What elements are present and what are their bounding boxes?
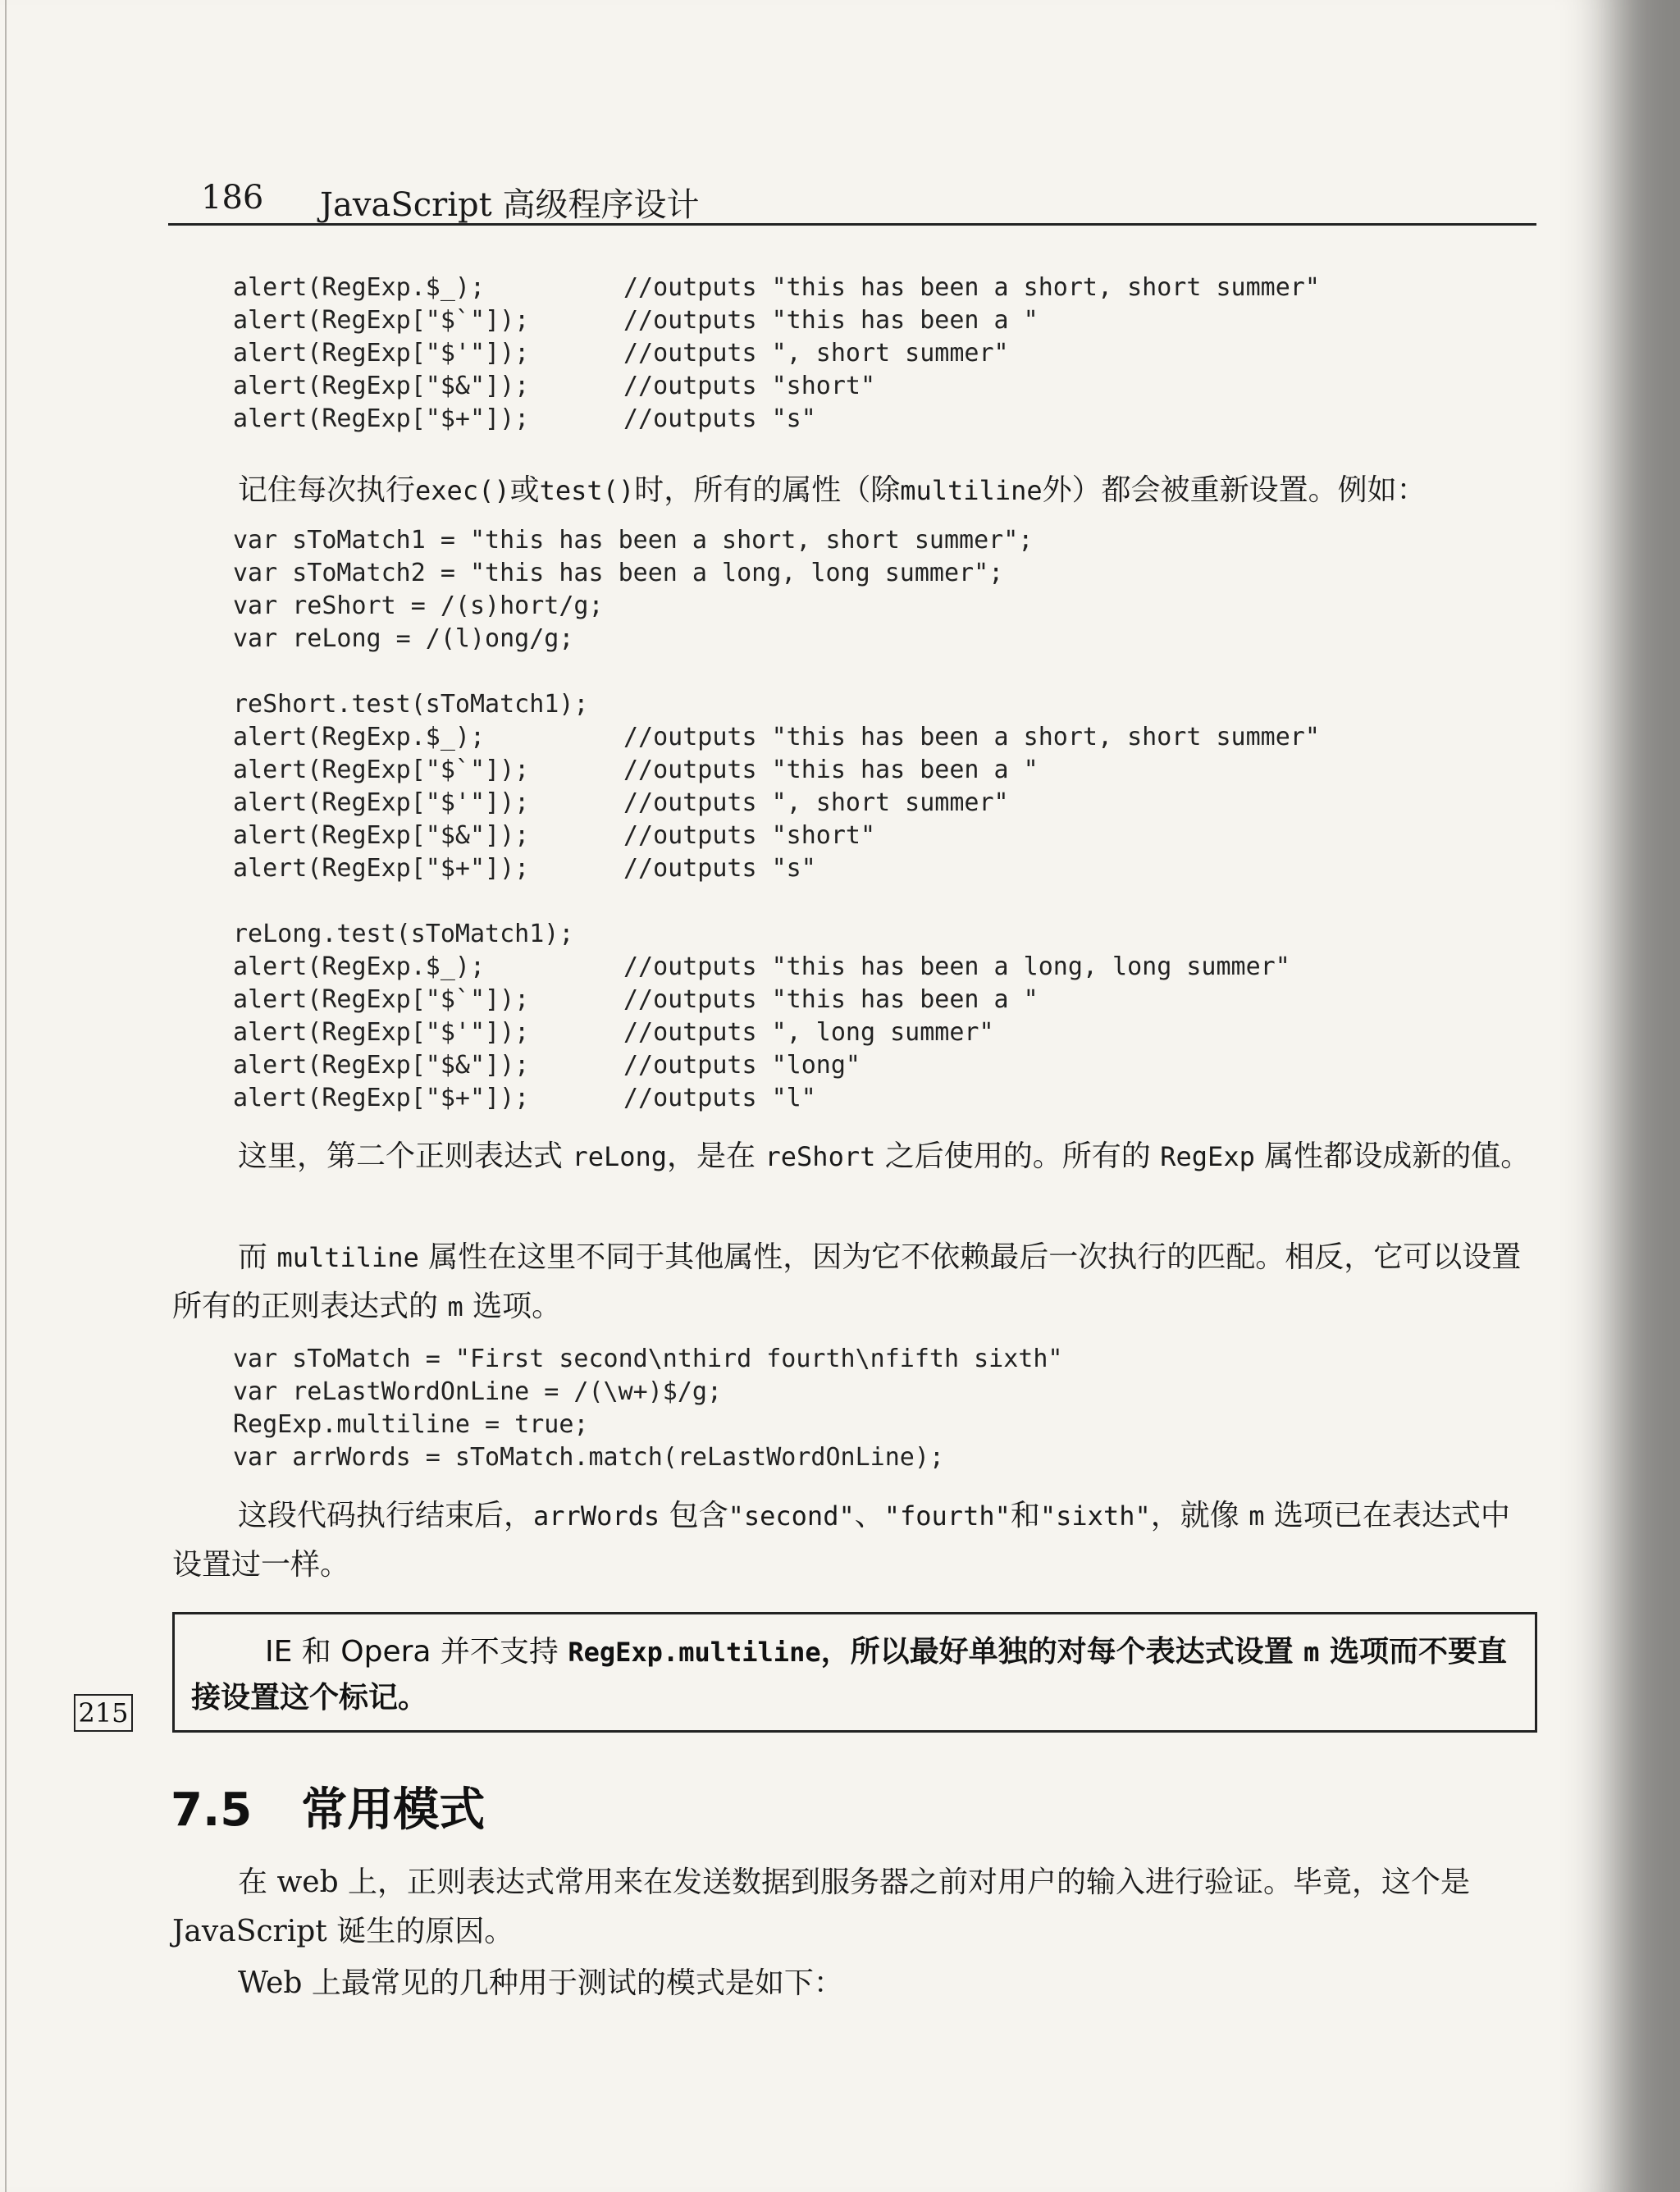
code-text: alert(RegExp.$_); [233, 723, 486, 751]
code-text: RegExp.multiline = true; [233, 1410, 589, 1439]
code-text: var sToMatch1 = "this has been a short, short summer"; [233, 526, 1034, 555]
code-line [233, 557, 1033, 590]
code-block-3 [233, 1343, 1062, 1474]
code-line [233, 754, 1039, 787]
page-number: 186 [201, 179, 264, 217]
code-text: reShort.test(sToMatch1); [233, 690, 589, 719]
code-line [233, 721, 1320, 754]
code-text: var sToMatch2 = "this has been a long, long summer"; [233, 559, 1004, 587]
code-text: alert(RegExp.$_); [233, 952, 486, 981]
code-line [233, 655, 1033, 688]
code-comment: //outputs "this has been a short, short summer" [623, 273, 1320, 302]
code-line [233, 688, 1033, 721]
paragraph-5: 在 web 上，正则表达式常用来在发送数据到服务器之前对用户的输入进行验证。毕竟，这个是 JavaScript 诞生的原因。 [172, 1865, 1471, 1948]
code-line [233, 304, 1039, 337]
paragraph-3: 而 multiline 属性在这里不同于其他属性，因为它不依赖最后一次执行的匹配。相反，它可以设置所有的正则表达式的 m 选项。 [172, 1240, 1522, 1323]
code-text: reLong.test(sToMatch1); [233, 920, 574, 948]
code-comment: //outputs ", short summer" [623, 788, 1009, 817]
code-line [233, 820, 1033, 852]
code-line [233, 1049, 1033, 1082]
code-comment: //outputs "l" [623, 1084, 816, 1112]
code-comment: //outputs "s" [623, 404, 816, 433]
code-line [233, 370, 876, 403]
paragraph-2: 这里，第二个正则表达式 reLong，是在 reShort 之后使用的。所有的 RegExp 属性都设成新的值。 [238, 1139, 1531, 1173]
code-line [233, 918, 1033, 951]
note-box: IE 和 Opera 并不支持 RegExp.multiline，所以最好单独的对每个表达式设置 m 选项而不要直接设置这个标记。 [172, 1612, 1537, 1733]
paragraph-1: 记住每次执行exec()或test()时，所有的属性（除multiline外）都会被重新设置。例如： [238, 473, 1427, 507]
code-line [233, 1441, 1062, 1474]
code-line [233, 1016, 1033, 1049]
margin-page-number: 215 [74, 1694, 133, 1732]
code-line [233, 787, 1033, 820]
code-line [233, 590, 1033, 623]
page-header [168, 174, 1536, 226]
code-line [233, 524, 1033, 557]
code-comment: //outputs "short" [623, 821, 876, 850]
code-comment: //outputs "s" [623, 854, 816, 883]
code-text: alert(RegExp["$+"]); [233, 1084, 530, 1112]
code-text: alert(RegExp["$`"]); [233, 756, 530, 784]
page-edge [5, 0, 7, 2192]
code-line [233, 852, 1033, 885]
code-comment: //outputs ", long summer" [623, 1018, 994, 1047]
code-comment: //outputs "this has been a " [623, 306, 1039, 335]
code-text: alert(RegExp["$`"]); [233, 306, 530, 335]
code-text: alert(RegExp["$&"]); [233, 821, 530, 850]
code-text: alert(RegExp["$'"]); [233, 339, 530, 368]
code-text: alert(RegExp["$&"]); [233, 1051, 530, 1080]
code-comment: //outputs "this has been a " [623, 985, 1039, 1014]
paragraph-4: 这段代码执行结束后，arrWords 包含"second"、"fourth"和"sixth"，就像 m 选项已在表达式中设置过一样。 [172, 1499, 1510, 1582]
code-line [233, 272, 1320, 304]
code-comment: //outputs "long" [623, 1051, 861, 1080]
code-text: var reLong = /(l)ong/g; [233, 624, 574, 653]
code-text: alert(RegExp["$'"]); [233, 1018, 530, 1047]
code-line [233, 984, 1039, 1016]
code-line [233, 1082, 1033, 1115]
code-block-1 [233, 272, 1320, 436]
code-line [233, 337, 1009, 370]
code-comment: //outputs "this has been a short, short summer" [623, 723, 1320, 751]
code-text: alert(RegExp["$+"]); [233, 404, 530, 433]
book-title: JavaScript 高级程序设计 [320, 186, 700, 224]
code-line [233, 1409, 1062, 1441]
code-text: var reShort = /(s)hort/g; [233, 591, 604, 620]
section-number: 7.5 [171, 1783, 253, 1837]
code-text: var reLastWordOnLine = /(\w+)$/g; [233, 1377, 723, 1406]
code-comment: //outputs "this has been a " [623, 756, 1039, 784]
code-comment: //outputs "short" [623, 372, 876, 400]
code-line [233, 951, 1290, 984]
code-comment: //outputs ", short summer" [623, 339, 1009, 368]
code-line [233, 623, 1033, 655]
code-line [233, 885, 1033, 918]
code-line [233, 1376, 1062, 1409]
section-title: 常用模式 [301, 1783, 486, 1837]
code-comment: //outputs "this has been a long, long summer" [623, 952, 1290, 981]
code-line [233, 1343, 1062, 1376]
code-line [233, 403, 816, 436]
code-text: alert(RegExp["$&"]); [233, 372, 530, 400]
section-heading [171, 1774, 485, 1839]
code-text: alert(RegExp["$'"]); [233, 788, 530, 817]
code-text: var sToMatch = "First second\nthird fourth\nfifth sixth" [233, 1345, 1063, 1373]
paragraph-6: Web 上最常见的几种用于测试的模式是如下： [238, 1966, 843, 2000]
code-block-2 [233, 524, 1320, 1115]
code-text: var arrWords = sToMatch.match(reLastWordOnLine); [233, 1443, 944, 1472]
code-text: alert(RegExp.$_); [233, 273, 486, 302]
code-text: alert(RegExp["$`"]); [233, 985, 530, 1014]
code-text: alert(RegExp["$+"]); [233, 854, 530, 883]
